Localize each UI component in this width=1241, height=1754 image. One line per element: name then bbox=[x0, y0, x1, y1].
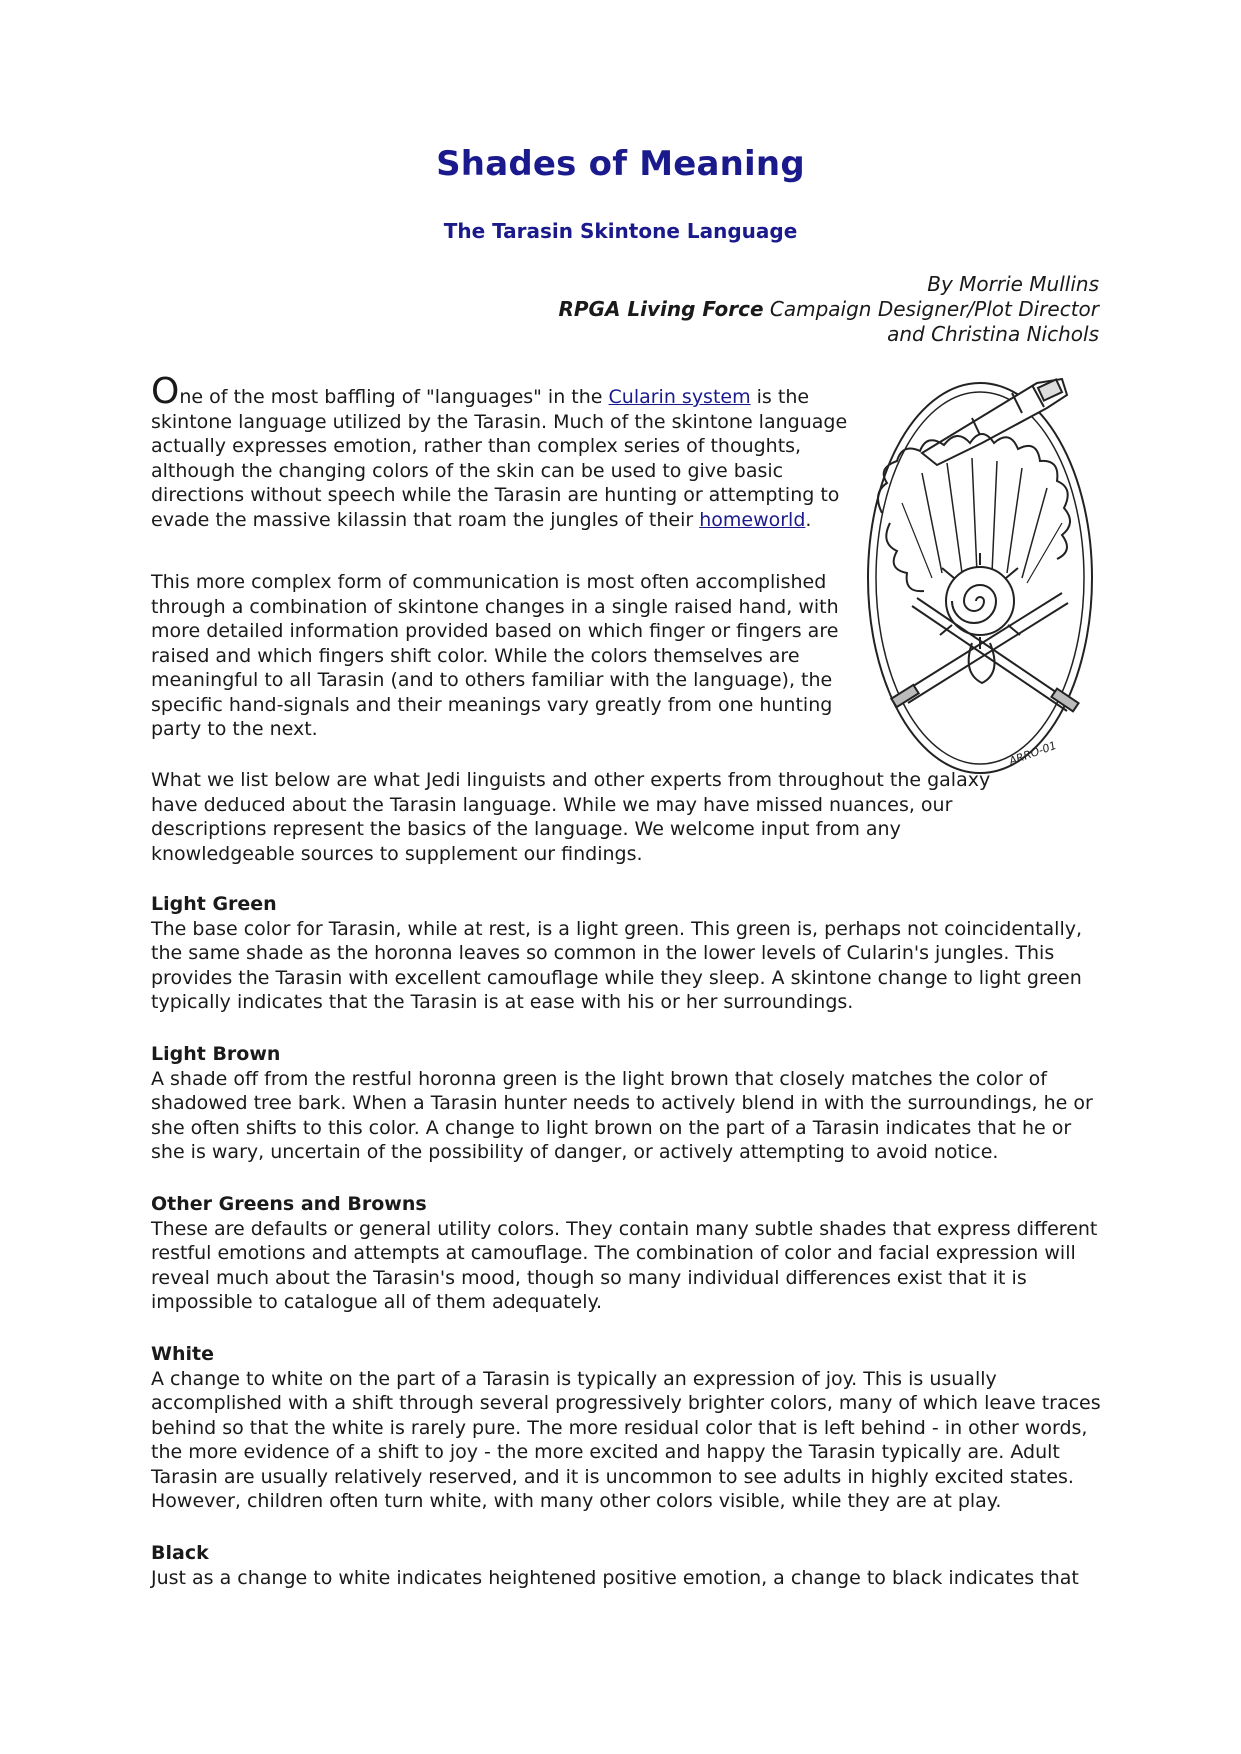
byline-role-rest: Campaign Designer/Plot Director bbox=[763, 297, 1099, 321]
byline-role-bold: RPGA Living Force bbox=[558, 297, 764, 321]
paragraph-3: What we list below are what Jedi linguists and other experts from throughout the galaxy have deduced about the Tarasin language. While we may have missed nuances, our descriptions represent the basics of the language. We welcome input from any knowledgeable sources to supplement our findings. bbox=[151, 769, 991, 865]
section-body: The base color for Tarasin, while at rest, is a light green. This green is, perhaps not coincidentally, the same shade as the horonna leaves so common in the lower levels of Cularin's jungles. This provides the Tarasin with excellent camouflage while they sleep. A skintone change to light green typically indicates that the Tarasin is at ease with his or her surroundings. bbox=[151, 917, 1083, 1013]
section-black bbox=[151, 1541, 1101, 1590]
drop-cap: O bbox=[151, 371, 180, 412]
section-white bbox=[151, 1342, 1101, 1514]
section-light-brown bbox=[151, 1042, 1101, 1165]
emblem-illustration bbox=[862, 373, 1102, 778]
intro-text-3: . bbox=[805, 508, 812, 531]
intro-paragraph bbox=[151, 371, 851, 532]
paragraph-2: This more complex form of communication is most often accomplished through a combination of skintone changes in a single raised hand, with more detailed information provided based on which finger or fingers are raised and which fingers shift color. While the colors themselves are meaningful to all Tarasin (and to others familiar with the language), the specific hand-signals and their meanings vary greatly from one hunting party to the next. bbox=[151, 571, 839, 740]
cularin-system-link[interactable]: Cularin system bbox=[608, 386, 751, 408]
section-heading: Black bbox=[151, 1542, 209, 1564]
intro-text-1: ne of the most baffling of "languages" in the bbox=[179, 386, 609, 408]
page-subtitle: The Tarasin Skintone Language bbox=[443, 219, 798, 243]
section-heading: Light Brown bbox=[151, 1043, 281, 1065]
byline bbox=[558, 272, 1099, 347]
section-light-green bbox=[151, 892, 1101, 1015]
section-body: A shade off from the restful horonna green is the light brown that closely matches the color of shadowed tree bark. When a Tarasin hunter needs to actively blend in with the surroundings, he or she often shifts to this color. A change to light brown on the part of a Tarasin indicates that he or she is wary, uncertain of the possibility of danger, or actively attempting to avoid notice. bbox=[151, 1067, 1093, 1163]
intro-text-2: is the skintone language utilized by the Tarasin. Much of the skintone language actually expresses emotion, rather than complex series of thoughts, although the changing colors of the skin can be used to give basic directions without speech while the Tarasin are hunting or attempting to evade the massive kilassin that roam the jungles of their bbox=[151, 386, 848, 531]
artist-signature: ARRO-01 bbox=[1007, 738, 1059, 768]
section-heading: Other Greens and Browns bbox=[151, 1193, 427, 1215]
section-body: A change to white on the part of a Tarasin is typically an expression of joy. This is usually accomplished with a shift through several progressively brighter colors, many of which leave traces behind so that the white is rarely pure. The more residual color that is left behind - in other words, the more evidence of a shift to joy - the more excited and happy the Tarasin typically are. Adult Tarasin are usually relatively reserved, and it is uncommon to see adults in highly excited states. However, children often turn white, with many other colors visible, while they are at play. bbox=[151, 1367, 1101, 1512]
section-heading: Light Green bbox=[151, 893, 277, 915]
section-other-greens-browns bbox=[151, 1192, 1101, 1315]
section-body: Just as a change to white indicates heightened positive emotion, a change to black indicates that bbox=[151, 1566, 1079, 1589]
homeworld-link[interactable]: homeworld bbox=[699, 508, 806, 531]
byline-author: By Morrie Mullins bbox=[927, 272, 1099, 296]
section-body: These are defaults or general utility colors. They contain many subtle shades that express different restful emotions and attempts at camouflage. The combination of color and facial expression will reveal much about the Tarasin's mood, though so many individual differences exist that it is impossible to catalogue all of them adequately. bbox=[151, 1217, 1098, 1313]
byline-coauthor: and Christina Nichols bbox=[887, 322, 1099, 346]
page-title: Shades of Meaning bbox=[436, 144, 805, 184]
section-heading: White bbox=[151, 1343, 214, 1365]
byline-role bbox=[558, 297, 1099, 322]
